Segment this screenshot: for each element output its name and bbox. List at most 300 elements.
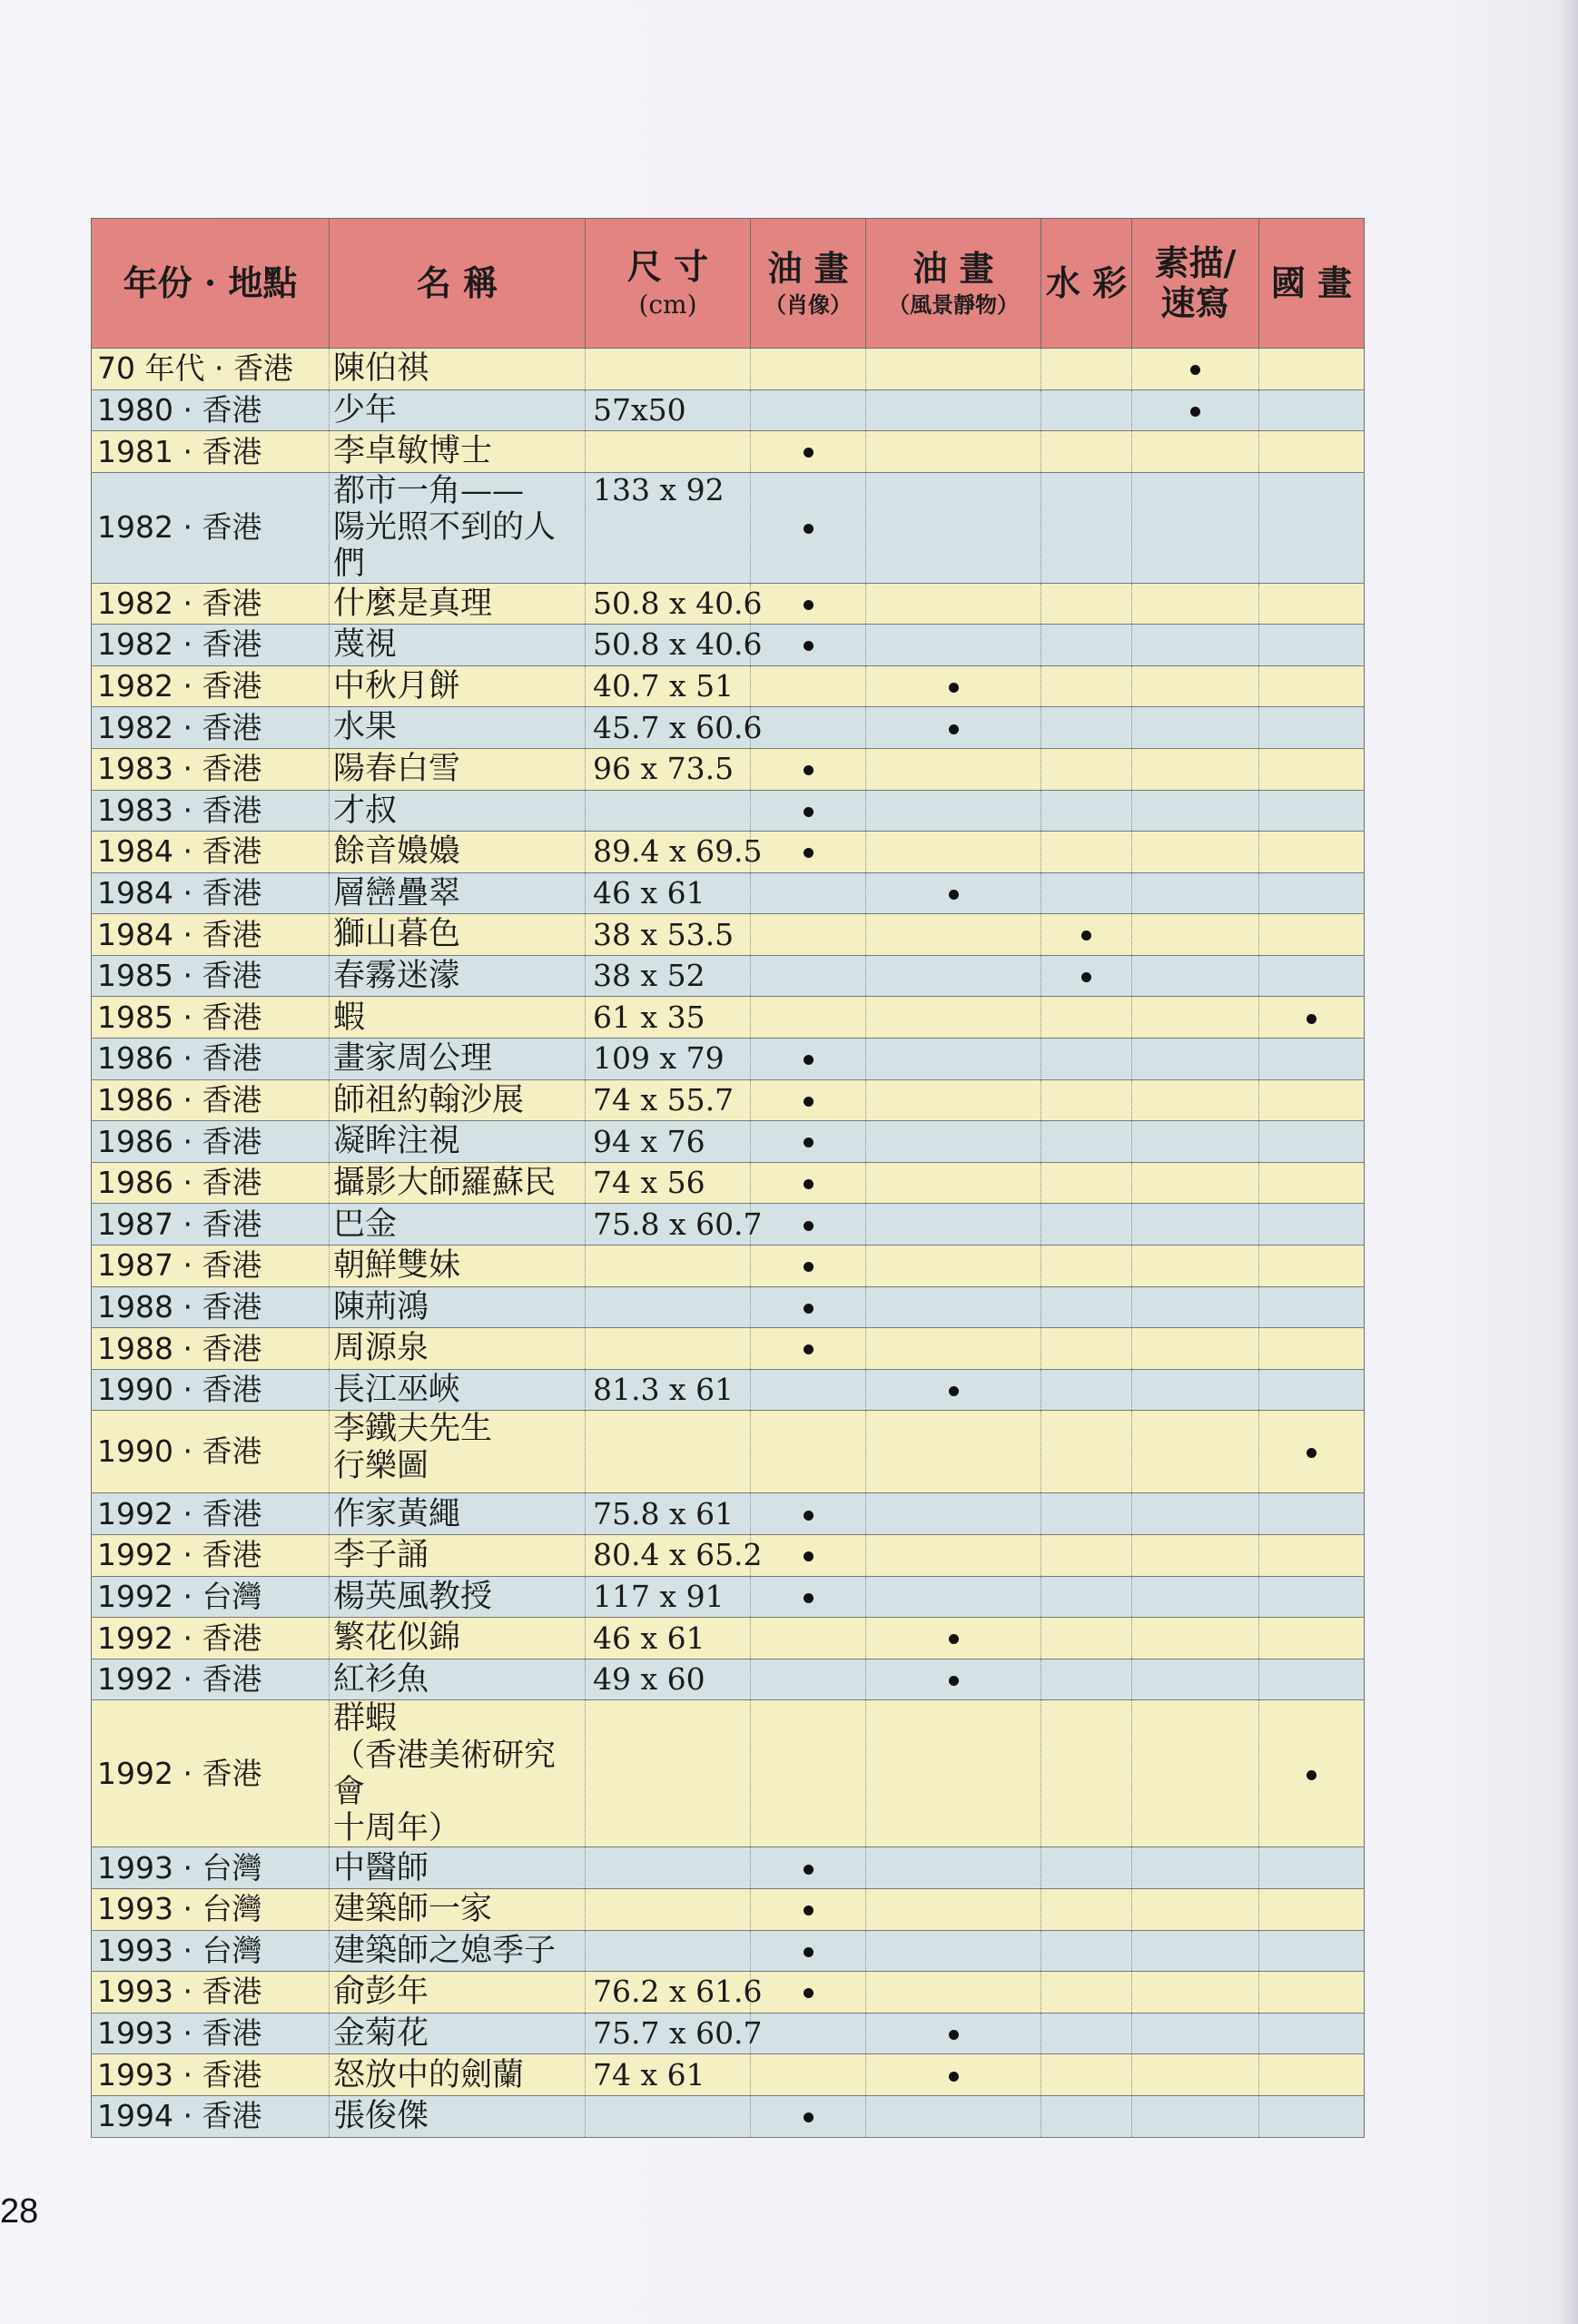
size-cell: 49 x 60 (586, 1659, 751, 1700)
medium-cell-sketch (1132, 1411, 1259, 1493)
year-location-cell: 1986 · 香港 (92, 1121, 330, 1163)
medium-cell-oil-landscape (866, 914, 1041, 956)
year-location-cell: 1984 · 香港 (92, 832, 330, 873)
bullet-mark-icon (804, 1304, 814, 1314)
medium-cell-oil-portrait (751, 1039, 866, 1080)
bullet-mark-icon (804, 1137, 814, 1147)
medium-cell-sketch (1132, 1847, 1259, 1889)
medium-cell-sketch (1132, 389, 1259, 431)
medium-cell-watercolor (1041, 1204, 1132, 1246)
bullet-mark-icon (804, 1179, 814, 1189)
table-row (92, 832, 1365, 873)
bullet-mark-icon (1081, 972, 1091, 982)
size-cell (586, 349, 751, 390)
size-cell: 74 x 56 (586, 1162, 751, 1204)
medium-cell-sketch (1132, 625, 1259, 666)
medium-cell-sketch (1132, 1369, 1259, 1411)
title-cell: 繁花似錦 (330, 1618, 586, 1659)
medium-cell-watercolor (1041, 914, 1132, 956)
medium-cell-watercolor (1041, 1246, 1132, 1287)
size-cell: 40.7 x 51 (586, 665, 751, 707)
medium-cell-chinese (1259, 1847, 1365, 1889)
title-cell: 怒放中的劍蘭 (330, 2054, 586, 2096)
artworks-table (91, 218, 1365, 2138)
medium-cell-chinese (1259, 1930, 1365, 1972)
table-row (92, 1121, 1365, 1163)
table-row (92, 1847, 1365, 1889)
medium-cell-watercolor (1041, 389, 1132, 431)
size-cell: 94 x 76 (586, 1121, 751, 1163)
medium-cell-chinese (1259, 1659, 1365, 1700)
bullet-mark-icon (1081, 931, 1091, 940)
medium-cell-watercolor (1041, 1972, 1132, 2014)
medium-cell-watercolor (1041, 1121, 1132, 1163)
medium-cell-watercolor (1041, 1618, 1132, 1659)
header-size: 尺 寸 (cm) (586, 219, 751, 349)
medium-cell-oil-landscape (866, 1411, 1041, 1493)
medium-cell-oil-portrait (751, 472, 866, 583)
medium-cell-oil-portrait (751, 1286, 866, 1328)
medium-cell-oil-portrait (751, 1700, 866, 1847)
medium-cell-sketch (1132, 1286, 1259, 1328)
size-cell: 46 x 61 (586, 872, 751, 914)
table-row (92, 1493, 1365, 1535)
title-cell: 攝影大師羅蘇民 (330, 1162, 586, 1204)
title-cell: 李鐵夫先生 行樂圖 (330, 1411, 586, 1493)
medium-cell-oil-portrait (751, 1576, 866, 1618)
year-location-cell: 1983 · 香港 (92, 748, 330, 790)
medium-cell-chinese (1259, 1286, 1365, 1328)
year-location-cell: 1993 · 台灣 (92, 1847, 330, 1889)
year-location-cell: 1990 · 香港 (92, 1369, 330, 1411)
medium-cell-oil-landscape (866, 625, 1041, 666)
table-row (92, 349, 1365, 390)
year-location-cell: 1988 · 香港 (92, 1286, 330, 1328)
title-cell: 俞彭年 (330, 1972, 586, 2014)
size-cell (586, 1246, 751, 1287)
table-row (92, 583, 1365, 625)
medium-cell-chinese (1259, 1121, 1365, 1163)
title-cell: 群蝦 （香港美術研究會 十周年） (330, 1700, 586, 1847)
medium-cell-oil-landscape (866, 1535, 1041, 1577)
medium-cell-oil-landscape (866, 1493, 1041, 1535)
medium-cell-oil-landscape (866, 1121, 1041, 1163)
medium-cell-oil-portrait (751, 1079, 866, 1121)
year-location-cell: 1982 · 香港 (92, 472, 330, 583)
size-cell: 96 x 73.5 (586, 748, 751, 790)
medium-cell-watercolor (1041, 1576, 1132, 1618)
size-cell: 81.3 x 61 (586, 1369, 751, 1411)
year-location-cell: 1982 · 香港 (92, 625, 330, 666)
size-cell: 89.4 x 69.5 (586, 832, 751, 873)
medium-cell-sketch (1132, 955, 1259, 997)
table-header-row (92, 219, 1365, 349)
medium-cell-chinese (1259, 625, 1365, 666)
medium-cell-sketch (1132, 790, 1259, 832)
medium-cell-chinese (1259, 1700, 1365, 1847)
header-watercolor: 水 彩 (1041, 219, 1132, 349)
medium-cell-sketch (1132, 1888, 1259, 1930)
medium-cell-oil-portrait (751, 1204, 866, 1246)
medium-cell-oil-portrait (751, 955, 866, 997)
table-row (92, 2054, 1365, 2096)
medium-cell-oil-landscape (866, 349, 1041, 390)
medium-cell-sketch (1132, 2095, 1259, 2137)
year-location-cell: 1987 · 香港 (92, 1204, 330, 1246)
size-cell: 117 x 91 (586, 1576, 751, 1618)
medium-cell-watercolor (1041, 1369, 1132, 1411)
medium-cell-watercolor (1041, 665, 1132, 707)
size-cell (586, 431, 751, 473)
medium-cell-chinese (1259, 583, 1365, 625)
medium-cell-oil-landscape (866, 1369, 1041, 1411)
medium-cell-oil-portrait (751, 1121, 866, 1163)
table-row (92, 2095, 1365, 2137)
medium-cell-chinese (1259, 472, 1365, 583)
medium-cell-oil-portrait (751, 1888, 866, 1930)
medium-cell-oil-landscape (866, 790, 1041, 832)
title-cell: 畫家周公理 (330, 1039, 586, 1080)
size-cell (586, 1286, 751, 1328)
medium-cell-oil-landscape (866, 1618, 1041, 1659)
medium-cell-oil-landscape (866, 748, 1041, 790)
medium-cell-oil-landscape (866, 1286, 1041, 1328)
medium-cell-oil-landscape (866, 1659, 1041, 1700)
table-row (92, 790, 1365, 832)
medium-cell-oil-portrait (751, 1659, 866, 1700)
medium-cell-oil-landscape (866, 872, 1041, 914)
medium-cell-oil-portrait (751, 790, 866, 832)
title-cell: 建築師一家 (330, 1888, 586, 1930)
medium-cell-oil-portrait (751, 1493, 866, 1535)
medium-cell-oil-portrait (751, 832, 866, 873)
table-row (92, 997, 1365, 1039)
bullet-mark-icon (1307, 1448, 1317, 1458)
page-edge-shadow (1558, 0, 1578, 2324)
size-cell: 57x50 (586, 389, 751, 431)
size-cell: 75.8 x 60.7 (586, 1204, 751, 1246)
size-cell: 109 x 79 (586, 1039, 751, 1080)
size-cell: 45.7 x 60.6 (586, 707, 751, 749)
year-location-cell: 1993 · 台灣 (92, 1888, 330, 1930)
table-row (92, 1411, 1365, 1493)
title-cell: 春霧迷濛 (330, 955, 586, 997)
medium-cell-chinese (1259, 748, 1365, 790)
medium-cell-oil-portrait (751, 1930, 866, 1972)
table-row (92, 2013, 1365, 2054)
year-location-cell: 1992 · 香港 (92, 1535, 330, 1577)
medium-cell-oil-portrait (751, 1618, 866, 1659)
medium-cell-oil-portrait (751, 665, 866, 707)
year-location-cell: 1983 · 香港 (92, 790, 330, 832)
year-location-cell: 1992 · 香港 (92, 1493, 330, 1535)
medium-cell-oil-landscape (866, 1576, 1041, 1618)
medium-cell-oil-portrait (751, 583, 866, 625)
table-row (92, 1535, 1365, 1577)
header-oil-landscape: 油 畫 （風景靜物） (866, 219, 1041, 349)
header-year-location: 年份 · 地點 (92, 219, 330, 349)
year-location-cell: 1992 · 香港 (92, 1700, 330, 1847)
size-cell (586, 1847, 751, 1889)
medium-cell-chinese (1259, 790, 1365, 832)
medium-cell-watercolor (1041, 1328, 1132, 1370)
table-row (92, 707, 1365, 749)
table-row (92, 665, 1365, 707)
medium-cell-chinese (1259, 1972, 1365, 2014)
medium-cell-chinese (1259, 832, 1365, 873)
size-cell (586, 2095, 751, 2137)
title-cell: 朝鮮雙妹 (330, 1246, 586, 1287)
size-cell: 50.8 x 40.6 (586, 583, 751, 625)
medium-cell-sketch (1132, 832, 1259, 873)
medium-cell-oil-landscape (866, 832, 1041, 873)
medium-cell-sketch (1132, 1618, 1259, 1659)
medium-cell-oil-landscape (866, 583, 1041, 625)
title-cell: 什麼是真理 (330, 583, 586, 625)
size-cell: 74 x 55.7 (586, 1079, 751, 1121)
title-cell: 中醫師 (330, 1847, 586, 1889)
title-cell: 建築師之媳季子 (330, 1930, 586, 1972)
table-row (92, 1369, 1365, 1411)
size-cell (586, 790, 751, 832)
medium-cell-sketch (1132, 2054, 1259, 2096)
bullet-mark-icon (804, 1905, 814, 1915)
medium-cell-sketch (1132, 914, 1259, 956)
medium-cell-oil-portrait (751, 872, 866, 914)
bullet-mark-icon (804, 848, 814, 858)
bullet-mark-icon (949, 724, 959, 734)
medium-cell-oil-landscape (866, 472, 1041, 583)
table-row (92, 389, 1365, 431)
medium-cell-oil-landscape (866, 665, 1041, 707)
medium-cell-oil-landscape (866, 1039, 1041, 1080)
medium-cell-chinese (1259, 1493, 1365, 1535)
table-row (92, 1659, 1365, 1700)
medium-cell-watercolor (1041, 472, 1132, 583)
title-cell: 凝眸注視 (330, 1121, 586, 1163)
bullet-mark-icon (949, 1634, 959, 1644)
title-cell: 巴金 (330, 1204, 586, 1246)
medium-cell-oil-landscape (866, 1204, 1041, 1246)
medium-cell-oil-portrait (751, 431, 866, 473)
medium-cell-sketch (1132, 1204, 1259, 1246)
medium-cell-oil-landscape (866, 1328, 1041, 1370)
table-row (92, 472, 1365, 583)
medium-cell-oil-landscape (866, 1930, 1041, 1972)
year-location-cell: 1984 · 香港 (92, 914, 330, 956)
medium-cell-sketch (1132, 1162, 1259, 1204)
medium-cell-oil-landscape (866, 389, 1041, 431)
year-location-cell: 1982 · 香港 (92, 665, 330, 707)
medium-cell-sketch (1132, 1535, 1259, 1577)
bullet-mark-icon (804, 1947, 814, 1957)
header-title: 名 稱 (330, 219, 586, 349)
title-cell: 紅衫魚 (330, 1659, 586, 1700)
year-location-cell: 1982 · 香港 (92, 583, 330, 625)
year-location-cell: 1992 · 香港 (92, 1618, 330, 1659)
medium-cell-chinese (1259, 349, 1365, 390)
medium-cell-sketch (1132, 1659, 1259, 1700)
size-cell (586, 1328, 751, 1370)
title-cell: 少年 (330, 389, 586, 431)
medium-cell-oil-landscape (866, 955, 1041, 997)
table-row (92, 625, 1365, 666)
table-row (92, 1286, 1365, 1328)
medium-cell-sketch (1132, 1700, 1259, 1847)
medium-cell-chinese (1259, 1246, 1365, 1287)
year-location-cell: 1993 · 香港 (92, 2054, 330, 2096)
title-cell: 作家黃繩 (330, 1493, 586, 1535)
medium-cell-oil-portrait (751, 997, 866, 1039)
medium-cell-watercolor (1041, 1411, 1132, 1493)
medium-cell-oil-portrait (751, 349, 866, 390)
table-row (92, 1246, 1365, 1287)
year-location-cell: 1990 · 香港 (92, 1411, 330, 1493)
size-cell: 75.8 x 61 (586, 1493, 751, 1535)
medium-cell-chinese (1259, 2095, 1365, 2137)
title-cell: 才叔 (330, 790, 586, 832)
table-row (92, 1204, 1365, 1246)
medium-cell-watercolor (1041, 2095, 1132, 2137)
year-location-cell: 1980 · 香港 (92, 389, 330, 431)
medium-cell-sketch (1132, 1246, 1259, 1287)
medium-cell-oil-portrait (751, 748, 866, 790)
year-location-cell: 1986 · 香港 (92, 1039, 330, 1080)
medium-cell-chinese (1259, 1079, 1365, 1121)
medium-cell-sketch (1132, 1039, 1259, 1080)
bullet-mark-icon (804, 641, 814, 651)
medium-cell-chinese (1259, 1328, 1365, 1370)
medium-cell-chinese (1259, 1369, 1365, 1411)
bullet-mark-icon (804, 1344, 814, 1354)
size-cell: 38 x 53.5 (586, 914, 751, 956)
medium-cell-chinese (1259, 707, 1365, 749)
title-cell: 李卓敏博士 (330, 431, 586, 473)
bullet-mark-icon (1307, 1014, 1317, 1024)
medium-cell-oil-landscape (866, 707, 1041, 749)
title-cell: 獅山暮色 (330, 914, 586, 956)
bullet-mark-icon (949, 2030, 959, 2040)
medium-cell-oil-portrait (751, 1972, 866, 2014)
medium-cell-watercolor (1041, 748, 1132, 790)
table-row (92, 1618, 1365, 1659)
title-cell: 陳荊鴻 (330, 1286, 586, 1328)
bullet-mark-icon (949, 2072, 959, 2082)
size-cell: 76.2 x 61.6 (586, 1972, 751, 2014)
medium-cell-oil-portrait (751, 389, 866, 431)
medium-cell-watercolor (1041, 625, 1132, 666)
bullet-mark-icon (949, 1676, 959, 1686)
medium-cell-watercolor (1041, 790, 1132, 832)
header-oil-portrait: 油 畫 （肖像） (751, 219, 866, 349)
size-cell (586, 1411, 751, 1493)
size-cell (586, 1700, 751, 1847)
bullet-mark-icon (1307, 1770, 1317, 1780)
medium-cell-sketch (1132, 1576, 1259, 1618)
year-location-cell: 1992 · 台灣 (92, 1576, 330, 1618)
size-cell (586, 1888, 751, 1930)
table-row (92, 1972, 1365, 2014)
size-cell (586, 1930, 751, 1972)
medium-cell-sketch (1132, 1493, 1259, 1535)
medium-cell-watercolor (1041, 431, 1132, 473)
bullet-mark-icon (804, 765, 814, 775)
bullet-mark-icon (949, 890, 959, 900)
medium-cell-chinese (1259, 389, 1365, 431)
title-cell: 李子誦 (330, 1535, 586, 1577)
title-cell: 周源泉 (330, 1328, 586, 1370)
medium-cell-oil-landscape (866, 2054, 1041, 2096)
year-location-cell: 1993 · 香港 (92, 1972, 330, 2014)
medium-cell-oil-landscape (866, 2013, 1041, 2054)
year-location-cell: 1985 · 香港 (92, 997, 330, 1039)
bullet-mark-icon (804, 1055, 814, 1065)
medium-cell-watercolor (1041, 1930, 1132, 1972)
size-cell: 74 x 61 (586, 2054, 751, 2096)
table-row (92, 431, 1365, 473)
size-cell: 61 x 35 (586, 997, 751, 1039)
size-cell: 133 x 92 (586, 472, 751, 583)
medium-cell-oil-portrait (751, 914, 866, 956)
bullet-mark-icon (1190, 365, 1200, 375)
medium-cell-oil-portrait (751, 707, 866, 749)
bullet-mark-icon (804, 448, 814, 458)
title-cell: 張俊傑 (330, 2095, 586, 2137)
medium-cell-chinese (1259, 1618, 1365, 1659)
title-cell: 蝦 (330, 997, 586, 1039)
medium-cell-oil-portrait (751, 1847, 866, 1889)
medium-cell-oil-landscape (866, 1972, 1041, 2014)
bullet-mark-icon (949, 1386, 959, 1396)
bullet-mark-icon (804, 1221, 814, 1231)
table-row (92, 1079, 1365, 1121)
medium-cell-oil-landscape (866, 2095, 1041, 2137)
bullet-mark-icon (804, 1262, 814, 1272)
medium-cell-sketch (1132, 1121, 1259, 1163)
table-row (92, 872, 1365, 914)
medium-cell-chinese (1259, 431, 1365, 473)
year-location-cell: 1987 · 香港 (92, 1246, 330, 1287)
medium-cell-chinese (1259, 914, 1365, 956)
medium-cell-chinese (1259, 1535, 1365, 1577)
title-cell: 陳伯祺 (330, 349, 586, 390)
medium-cell-sketch (1132, 1972, 1259, 2014)
year-location-cell: 1993 · 香港 (92, 2013, 330, 2054)
medium-cell-oil-landscape (866, 1162, 1041, 1204)
table-body (92, 349, 1365, 2138)
medium-cell-oil-portrait (751, 1328, 866, 1370)
medium-cell-chinese (1259, 1039, 1365, 1080)
medium-cell-sketch (1132, 431, 1259, 473)
medium-cell-watercolor (1041, 2054, 1132, 2096)
year-location-cell: 1992 · 香港 (92, 1659, 330, 1700)
medium-cell-watercolor (1041, 1888, 1132, 1930)
medium-cell-sketch (1132, 707, 1259, 749)
year-location-cell: 1981 · 香港 (92, 431, 330, 473)
size-cell: 80.4 x 65.2 (586, 1535, 751, 1577)
title-cell: 師祖約翰沙展 (330, 1079, 586, 1121)
title-cell: 蔑視 (330, 625, 586, 666)
table-row (92, 1888, 1365, 1930)
medium-cell-oil-landscape (866, 997, 1041, 1039)
medium-cell-chinese (1259, 1411, 1365, 1493)
title-cell: 長江巫峽 (330, 1369, 586, 1411)
medium-cell-chinese (1259, 665, 1365, 707)
medium-cell-watercolor (1041, 832, 1132, 873)
medium-cell-watercolor (1041, 1659, 1132, 1700)
medium-cell-oil-landscape (866, 1847, 1041, 1889)
year-location-cell: 1988 · 香港 (92, 1328, 330, 1370)
